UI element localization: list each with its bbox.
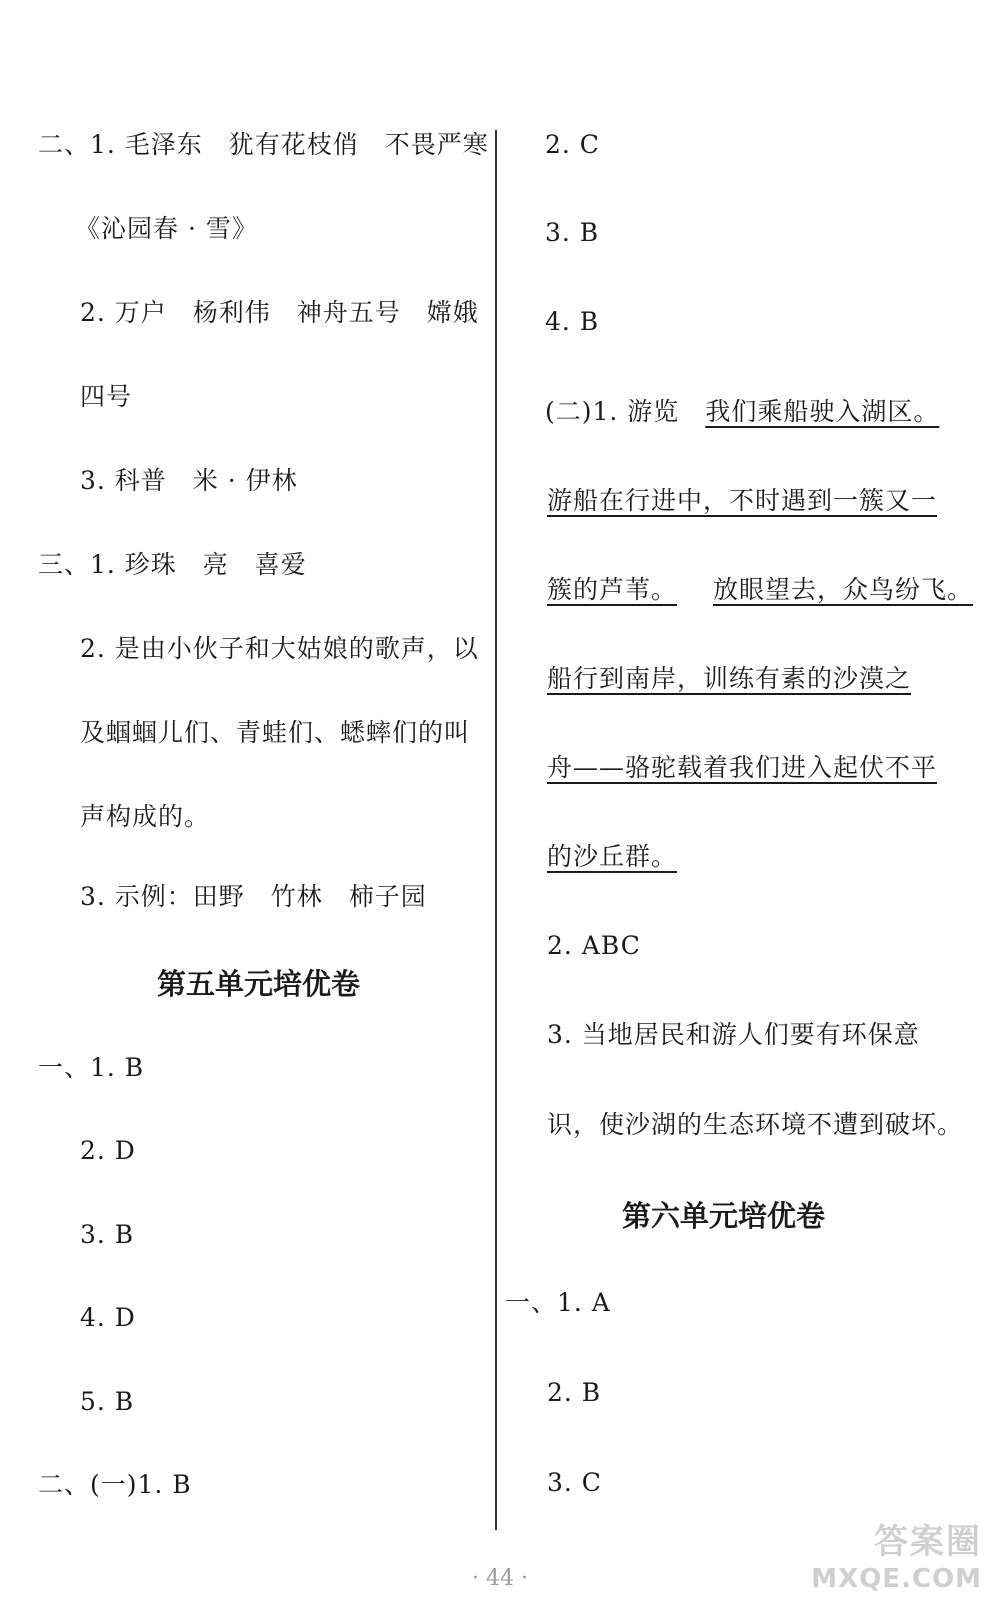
- underlined-answer: 船行到南岸，训练有素的沙漠之: [547, 664, 912, 693]
- answer-line: 二、(一)1. B: [38, 1470, 192, 1499]
- answer-line: 5. B: [80, 1387, 135, 1416]
- answer-line: 2. B: [547, 1378, 602, 1407]
- column-divider: [495, 130, 497, 1530]
- underlined-answer: 簇的芦苇。: [547, 575, 678, 604]
- answer-line: 2. D: [80, 1136, 136, 1165]
- underlined-answer: 我们乘船驶入湖区。: [705, 397, 940, 426]
- answer-line: 4. D: [80, 1303, 136, 1332]
- answer-line: 三、1. 珍珠 亮 喜爱: [38, 550, 307, 579]
- section-heading-unit6: 第六单元培优卷: [622, 1199, 826, 1233]
- answer-line: 二、1. 毛泽东 犹有花枝俏 不畏严寒: [38, 130, 489, 159]
- page-number: · 44 ·: [472, 1566, 528, 1591]
- section-heading-unit5: 第五单元培优卷: [157, 967, 361, 1001]
- answer-line: 识，使沙湖的生态环境不遭到破坏。: [547, 1110, 964, 1139]
- answer-line: 4. B: [545, 307, 600, 336]
- answer-line: 2. C: [545, 130, 600, 159]
- answer-line: 3. 科普 米 · 伊林: [80, 466, 298, 495]
- answer-line: 3. B: [80, 1220, 135, 1249]
- underlined-answer: 放眼望去，众鸟纷飞。: [713, 575, 974, 604]
- answer-line: [547, 573, 973, 607]
- watermark-logo: [811, 1514, 988, 1594]
- passage-prefix: (二)1. 游览: [545, 397, 706, 426]
- answer-line: 2. 是由小伙子和大姑娘的歌声，以: [80, 634, 479, 663]
- watermark-text: 答案圈: [874, 1522, 982, 1562]
- underlined-answer: 游船在行进中，不时遇到一簇又一: [547, 486, 938, 515]
- answer-line: 一、1. A: [505, 1288, 611, 1317]
- underlined-answer: 舟——骆驼载着我们进入起伏不平: [547, 753, 938, 782]
- answer-line: 声构成的。: [80, 802, 211, 831]
- answer-line: 3. 当地居民和游人们要有环保意: [547, 1020, 920, 1049]
- answer-line: 一、1. B: [38, 1053, 145, 1082]
- answer-line: [545, 395, 939, 429]
- underlined-answer: 的沙丘群。: [547, 842, 678, 871]
- answer-line: 3. 示例：田野 竹林 柿子园: [80, 882, 427, 911]
- watermark-url: MXQE.COM: [811, 1564, 982, 1594]
- answer-line: 及蝈蝈儿们、青蛙们、蟋蟀们的叫: [80, 718, 471, 747]
- answer-line: 2. 万户 杨利伟 神舟五号 嫦娥: [80, 298, 479, 327]
- answer-line: 3. B: [545, 218, 600, 247]
- answer-line: 四号: [80, 382, 133, 411]
- answer-line: 3. C: [547, 1468, 602, 1497]
- answer-line: 《沁园春 · 雪》: [75, 214, 258, 243]
- answer-line: 2. ABC: [547, 931, 641, 960]
